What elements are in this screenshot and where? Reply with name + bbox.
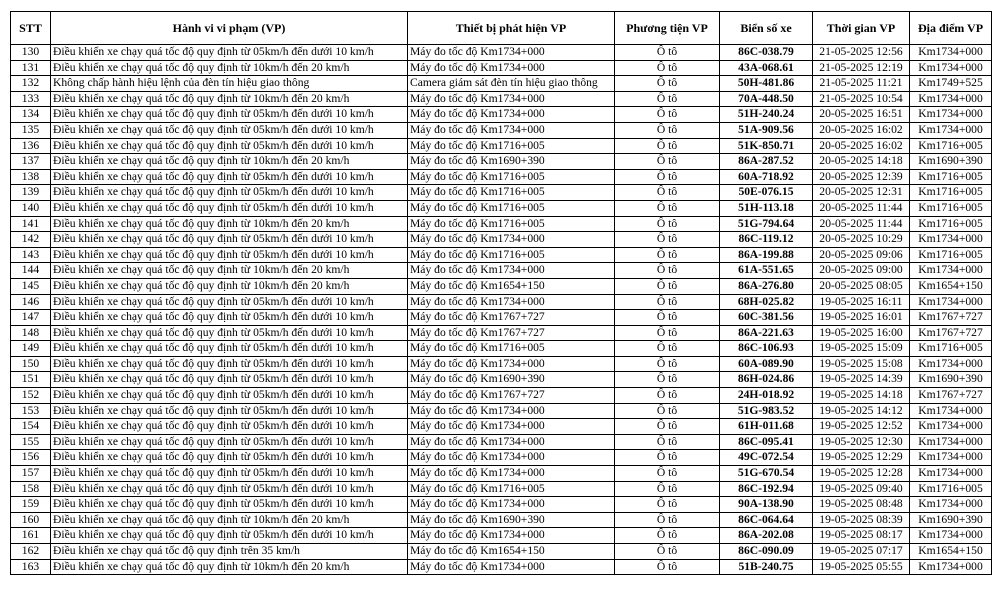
cell-stt: 148 [11,325,51,341]
cell-time: 20-05-2025 09:06 [813,247,910,263]
cell-device: Máy đo tốc độ Km1734+000 [408,419,615,435]
table-header [11,12,992,45]
cell-violation: Điều khiển xe chạy quá tốc độ quy định từ 05km/h đến dưới 10 km/h [51,388,408,404]
cell-time: 20-05-2025 14:18 [813,154,910,170]
cell-violation: Điều khiển xe chạy quá tốc độ quy định từ 05km/h đến dưới 10 km/h [51,232,408,248]
cell-location: Km1716+005 [910,247,992,263]
cell-violation: Điều khiển xe chạy quá tốc độ quy định từ 05km/h đến dưới 10 km/h [51,169,408,185]
cell-time: 19-05-2025 16:11 [813,294,910,310]
cell-plate: 86A-287.52 [720,154,813,170]
table-row [11,341,992,357]
cell-device: Máy đo tốc độ Km1716+005 [408,169,615,185]
table-row [11,466,992,482]
cell-violation: Điều khiển xe chạy quá tốc độ quy định từ 05km/h đến dưới 10 km/h [51,247,408,263]
cell-location: Km1716+005 [910,169,992,185]
cell-location: Km1767+727 [910,325,992,341]
cell-time: 20-05-2025 11:44 [813,216,910,232]
table-row [11,294,992,310]
cell-device: Máy đo tốc độ Km1734+000 [408,450,615,466]
table-row [11,91,992,107]
cell-plate: 51G-983.52 [720,403,813,419]
cell-violation: Điều khiển xe chạy quá tốc độ quy định từ 05km/h đến dưới 10 km/h [51,107,408,123]
cell-plate: 43A-068.61 [720,60,813,76]
cell-location: Km1716+005 [910,341,992,357]
table-row [11,419,992,435]
table-row [11,450,992,466]
cell-plate: 24H-018.92 [720,388,813,404]
cell-device: Máy đo tốc độ Km1716+005 [408,216,615,232]
cell-plate: 86A-276.80 [720,278,813,294]
cell-vehicle: Ô tô [615,419,720,435]
table-row [11,528,992,544]
cell-plate: 51H-113.18 [720,200,813,216]
cell-time: 19-05-2025 14:12 [813,403,910,419]
table-row [11,512,992,528]
cell-violation: Điều khiển xe chạy quá tốc độ quy định từ 10km/h đến 20 km/h [51,278,408,294]
cell-vehicle: Ô tô [615,512,720,528]
cell-time: 19-05-2025 16:01 [813,310,910,326]
cell-location: Km1734+000 [910,122,992,138]
cell-location: Km1734+000 [910,559,992,575]
cell-vehicle: Ô tô [615,356,720,372]
cell-vehicle: Ô tô [615,185,720,201]
cell-vehicle: Ô tô [615,138,720,154]
table-row [11,76,992,92]
cell-violation: Điều khiển xe chạy quá tốc độ quy định từ 05km/h đến dưới 10 km/h [51,185,408,201]
cell-violation: Điều khiển xe chạy quá tốc độ quy định trên 35 km/h [51,544,408,560]
cell-location: Km1767+727 [910,388,992,404]
cell-plate: 60A-089.90 [720,356,813,372]
cell-plate: 51H-240.24 [720,107,813,123]
cell-plate: 68H-025.82 [720,294,813,310]
cell-location: Km1749+525 [910,76,992,92]
cell-violation: Điều khiển xe chạy quá tốc độ quy định từ 05km/h đến dưới 10 km/h [51,356,408,372]
cell-time: 20-05-2025 16:51 [813,107,910,123]
cell-stt: 151 [11,372,51,388]
table-row [11,481,992,497]
cell-vehicle: Ô tô [615,216,720,232]
cell-vehicle: Ô tô [615,325,720,341]
cell-plate: 86C-095.41 [720,434,813,450]
cell-location: Km1734+000 [910,294,992,310]
cell-location: Km1690+390 [910,154,992,170]
cell-time: 19-05-2025 05:55 [813,559,910,575]
header-vehicle: Phương tiện VP [615,12,720,45]
cell-plate: 90A-138.90 [720,497,813,513]
cell-location: Km1690+390 [910,512,992,528]
cell-plate: 60A-718.92 [720,169,813,185]
table-row [11,247,992,263]
table-row [11,310,992,326]
cell-stt: 136 [11,138,51,154]
cell-location: Km1734+000 [910,263,992,279]
cell-stt: 134 [11,107,51,123]
cell-device: Máy đo tốc độ Km1690+390 [408,372,615,388]
cell-plate: 60C-381.56 [720,310,813,326]
cell-stt: 140 [11,200,51,216]
table-row [11,154,992,170]
cell-stt: 141 [11,216,51,232]
cell-device: Máy đo tốc độ Km1716+005 [408,481,615,497]
cell-stt: 145 [11,278,51,294]
cell-location: Km1734+000 [910,45,992,61]
cell-vehicle: Ô tô [615,122,720,138]
cell-stt: 156 [11,450,51,466]
cell-stt: 162 [11,544,51,560]
cell-time: 19-05-2025 12:28 [813,466,910,482]
cell-vehicle: Ô tô [615,294,720,310]
cell-violation: Điều khiển xe chạy quá tốc độ quy định từ 10km/h đến 20 km/h [51,91,408,107]
cell-plate: 61H-011.68 [720,419,813,435]
cell-stt: 133 [11,91,51,107]
table-row [11,45,992,61]
table-row [11,169,992,185]
cell-time: 19-05-2025 12:29 [813,450,910,466]
table-row [11,388,992,404]
cell-location: Km1690+390 [910,372,992,388]
cell-location: Km1734+000 [910,403,992,419]
cell-device: Máy đo tốc độ Km1767+727 [408,388,615,404]
cell-location: Km1716+005 [910,481,992,497]
cell-time: 20-05-2025 16:02 [813,122,910,138]
cell-plate: 51A-909.56 [720,122,813,138]
cell-violation: Điều khiển xe chạy quá tốc độ quy định từ 05km/h đến dưới 10 km/h [51,434,408,450]
cell-time: 19-05-2025 12:30 [813,434,910,450]
cell-stt: 142 [11,232,51,248]
cell-plate: 51G-670.54 [720,466,813,482]
cell-vehicle: Ô tô [615,169,720,185]
cell-time: 19-05-2025 12:52 [813,419,910,435]
cell-vehicle: Ô tô [615,388,720,404]
cell-stt: 130 [11,45,51,61]
cell-vehicle: Ô tô [615,154,720,170]
cell-stt: 146 [11,294,51,310]
cell-device: Máy đo tốc độ Km1734+000 [408,91,615,107]
header-location: Địa điểm VP [910,12,992,45]
cell-violation: Điều khiển xe chạy quá tốc độ quy định từ 05km/h đến dưới 10 km/h [51,528,408,544]
cell-stt: 135 [11,122,51,138]
cell-vehicle: Ô tô [615,481,720,497]
cell-device: Máy đo tốc độ Km1716+005 [408,200,615,216]
table-row [11,232,992,248]
cell-violation: Điều khiển xe chạy quá tốc độ quy định từ 05km/h đến dưới 10 km/h [51,403,408,419]
table-row [11,325,992,341]
table-row [11,278,992,294]
cell-device: Máy đo tốc độ Km1734+000 [408,466,615,482]
cell-vehicle: Ô tô [615,497,720,513]
violations-table [10,11,992,575]
table-row [11,60,992,76]
table-row [11,263,992,279]
cell-plate: 86C-192.94 [720,481,813,497]
cell-device: Máy đo tốc độ Km1767+727 [408,310,615,326]
cell-vehicle: Ô tô [615,466,720,482]
cell-device: Máy đo tốc độ Km1734+000 [408,294,615,310]
cell-vehicle: Ô tô [615,76,720,92]
cell-time: 19-05-2025 15:09 [813,341,910,357]
table-row [11,356,992,372]
cell-time: 19-05-2025 08:39 [813,512,910,528]
cell-device: Máy đo tốc độ Km1734+000 [408,232,615,248]
cell-device: Camera giám sát đèn tín hiệu giao thông [408,76,615,92]
cell-time: 20-05-2025 16:02 [813,138,910,154]
cell-time: 20-05-2025 08:05 [813,278,910,294]
cell-time: 19-05-2025 16:00 [813,325,910,341]
cell-device: Máy đo tốc độ Km1734+000 [408,356,615,372]
cell-plate: 86A-202.08 [720,528,813,544]
cell-device: Máy đo tốc độ Km1690+390 [408,512,615,528]
table-row [11,138,992,154]
cell-plate: 86C-106.93 [720,341,813,357]
cell-stt: 132 [11,76,51,92]
cell-device: Máy đo tốc độ Km1654+150 [408,278,615,294]
cell-stt: 139 [11,185,51,201]
cell-stt: 143 [11,247,51,263]
cell-violation: Điều khiển xe chạy quá tốc độ quy định từ 10km/h đến 20 km/h [51,216,408,232]
cell-stt: 131 [11,60,51,76]
cell-violation: Điều khiển xe chạy quá tốc độ quy định từ 05km/h đến dưới 10 km/h [51,310,408,326]
table-row [11,185,992,201]
table-body [11,45,992,575]
cell-stt: 159 [11,497,51,513]
header-plate: Biển số xe [720,12,813,45]
cell-time: 21-05-2025 12:56 [813,45,910,61]
cell-stt: 163 [11,559,51,575]
cell-time: 20-05-2025 12:31 [813,185,910,201]
table-row [11,497,992,513]
cell-stt: 144 [11,263,51,279]
cell-time: 19-05-2025 15:08 [813,356,910,372]
cell-location: Km1716+005 [910,200,992,216]
cell-vehicle: Ô tô [615,450,720,466]
cell-location: Km1734+000 [910,528,992,544]
cell-device: Máy đo tốc độ Km1716+005 [408,138,615,154]
cell-device: Máy đo tốc độ Km1716+005 [408,341,615,357]
cell-plate: 49C-072.54 [720,450,813,466]
cell-device: Máy đo tốc độ Km1734+000 [408,263,615,279]
cell-time: 19-05-2025 09:40 [813,481,910,497]
table-row [11,544,992,560]
cell-vehicle: Ô tô [615,544,720,560]
cell-time: 19-05-2025 08:17 [813,528,910,544]
table-row [11,107,992,123]
cell-location: Km1767+727 [910,310,992,326]
cell-violation: Điều khiển xe chạy quá tốc độ quy định từ 05km/h đến dưới 10 km/h [51,45,408,61]
cell-location: Km1734+000 [910,450,992,466]
table-row [11,122,992,138]
table-row [11,216,992,232]
cell-location: Km1734+000 [910,107,992,123]
cell-vehicle: Ô tô [615,310,720,326]
cell-violation: Điều khiển xe chạy quá tốc độ quy định từ 05km/h đến dưới 10 km/h [51,450,408,466]
cell-stt: 155 [11,434,51,450]
cell-stt: 153 [11,403,51,419]
cell-violation: Điều khiển xe chạy quá tốc độ quy định từ 05km/h đến dưới 10 km/h [51,294,408,310]
cell-violation: Điều khiển xe chạy quá tốc độ quy định từ 05km/h đến dưới 10 km/h [51,341,408,357]
cell-time: 20-05-2025 12:39 [813,169,910,185]
cell-location: Km1734+000 [910,60,992,76]
cell-time: 19-05-2025 07:17 [813,544,910,560]
cell-violation: Điều khiển xe chạy quá tốc độ quy định từ 05km/h đến dưới 10 km/h [51,122,408,138]
cell-location: Km1734+000 [910,91,992,107]
cell-vehicle: Ô tô [615,559,720,575]
table-row [11,559,992,575]
cell-vehicle: Ô tô [615,434,720,450]
cell-violation: Điều khiển xe chạy quá tốc độ quy định từ 05km/h đến dưới 10 km/h [51,325,408,341]
cell-device: Máy đo tốc độ Km1716+005 [408,247,615,263]
cell-stt: 137 [11,154,51,170]
header-stt: STT [11,12,51,45]
cell-vehicle: Ô tô [615,107,720,123]
cell-violation: Điều khiển xe chạy quá tốc độ quy định từ 10km/h đến 20 km/h [51,263,408,279]
cell-device: Máy đo tốc độ Km1767+727 [408,325,615,341]
cell-vehicle: Ô tô [615,372,720,388]
cell-vehicle: Ô tô [615,341,720,357]
cell-violation: Điều khiển xe chạy quá tốc độ quy định từ 05km/h đến dưới 10 km/h [51,200,408,216]
cell-device: Máy đo tốc độ Km1654+150 [408,544,615,560]
cell-vehicle: Ô tô [615,528,720,544]
cell-plate: 51B-240.75 [720,559,813,575]
table-row [11,372,992,388]
cell-device: Máy đo tốc độ Km1734+000 [408,45,615,61]
cell-time: 21-05-2025 11:21 [813,76,910,92]
cell-stt: 154 [11,419,51,435]
cell-plate: 86A-221.63 [720,325,813,341]
cell-plate: 70A-448.50 [720,91,813,107]
cell-device: Máy đo tốc độ Km1716+005 [408,185,615,201]
header-violation: Hành vi vi phạm (VP) [51,12,408,45]
cell-stt: 150 [11,356,51,372]
cell-device: Máy đo tốc độ Km1734+000 [408,403,615,419]
cell-violation: Điều khiển xe chạy quá tốc độ quy định từ 05km/h đến dưới 10 km/h [51,481,408,497]
cell-vehicle: Ô tô [615,45,720,61]
cell-vehicle: Ô tô [615,263,720,279]
cell-vehicle: Ô tô [615,200,720,216]
cell-location: Km1734+000 [910,434,992,450]
cell-time: 21-05-2025 12:19 [813,60,910,76]
cell-violation: Điều khiển xe chạy quá tốc độ quy định từ 05km/h đến dưới 10 km/h [51,466,408,482]
cell-violation: Điều khiển xe chạy quá tốc độ quy định từ 05km/h đến dưới 10 km/h [51,138,408,154]
cell-violation: Điều khiển xe chạy quá tốc độ quy định từ 10km/h đến 20 km/h [51,512,408,528]
cell-device: Máy đo tốc độ Km1734+000 [408,107,615,123]
cell-violation: Điều khiển xe chạy quá tốc độ quy định từ 10km/h đến 20 km/h [51,60,408,76]
cell-location: Km1734+000 [910,356,992,372]
cell-stt: 157 [11,466,51,482]
cell-location: Km1734+000 [910,232,992,248]
cell-location: Km1734+000 [910,419,992,435]
cell-plate: 50E-076.15 [720,185,813,201]
cell-stt: 152 [11,388,51,404]
cell-device: Máy đo tốc độ Km1734+000 [408,434,615,450]
cell-vehicle: Ô tô [615,232,720,248]
cell-stt: 158 [11,481,51,497]
cell-plate: 50H-481.86 [720,76,813,92]
table-row [11,403,992,419]
cell-time: 20-05-2025 09:00 [813,263,910,279]
header-row [11,12,992,45]
cell-vehicle: Ô tô [615,403,720,419]
cell-violation: Điều khiển xe chạy quá tốc độ quy định từ 05km/h đến dưới 10 km/h [51,497,408,513]
cell-device: Máy đo tốc độ Km1734+000 [408,122,615,138]
cell-location: Km1654+150 [910,544,992,560]
cell-time: 19-05-2025 14:18 [813,388,910,404]
cell-violation: Điều khiển xe chạy quá tốc độ quy định từ 05km/h đến dưới 10 km/h [51,419,408,435]
cell-plate: 86C-038.79 [720,45,813,61]
cell-stt: 161 [11,528,51,544]
cell-vehicle: Ô tô [615,60,720,76]
cell-location: Km1716+005 [910,138,992,154]
cell-time: 21-05-2025 10:54 [813,91,910,107]
cell-plate: 51K-850.71 [720,138,813,154]
cell-device: Máy đo tốc độ Km1734+000 [408,528,615,544]
cell-plate: 51G-794.64 [720,216,813,232]
cell-device: Máy đo tốc độ Km1734+000 [408,60,615,76]
cell-time: 19-05-2025 08:48 [813,497,910,513]
table-row [11,434,992,450]
table-row [11,200,992,216]
cell-plate: 86C-090.09 [720,544,813,560]
cell-location: Km1716+005 [910,185,992,201]
cell-vehicle: Ô tô [615,91,720,107]
cell-location: Km1734+000 [910,466,992,482]
cell-stt: 147 [11,310,51,326]
cell-time: 20-05-2025 11:44 [813,200,910,216]
cell-time: 20-05-2025 10:29 [813,232,910,248]
cell-time: 19-05-2025 14:39 [813,372,910,388]
cell-device: Máy đo tốc độ Km1734+000 [408,559,615,575]
cell-violation: Điều khiển xe chạy quá tốc độ quy định từ 10km/h đến 20 km/h [51,559,408,575]
cell-location: Km1654+150 [910,278,992,294]
cell-stt: 138 [11,169,51,185]
cell-device: Máy đo tốc độ Km1734+000 [408,497,615,513]
cell-violation: Điều khiển xe chạy quá tốc độ quy định từ 10km/h đến 20 km/h [51,154,408,170]
header-device: Thiết bị phát hiện VP [408,12,615,45]
cell-vehicle: Ô tô [615,278,720,294]
cell-violation: Không chấp hành hiệu lệnh của đèn tín hiệu giao thông [51,76,408,92]
cell-plate: 86A-199.88 [720,247,813,263]
cell-device: Máy đo tốc độ Km1690+390 [408,154,615,170]
cell-vehicle: Ô tô [615,247,720,263]
cell-stt: 149 [11,341,51,357]
cell-stt: 160 [11,512,51,528]
cell-location: Km1734+000 [910,497,992,513]
cell-plate: 86C-119.12 [720,232,813,248]
cell-plate: 61A-551.65 [720,263,813,279]
cell-location: Km1716+005 [910,216,992,232]
cell-plate: 86C-064.64 [720,512,813,528]
cell-plate: 86H-024.86 [720,372,813,388]
cell-violation: Điều khiển xe chạy quá tốc độ quy định từ 05km/h đến dưới 10 km/h [51,372,408,388]
header-time: Thời gian VP [813,12,910,45]
